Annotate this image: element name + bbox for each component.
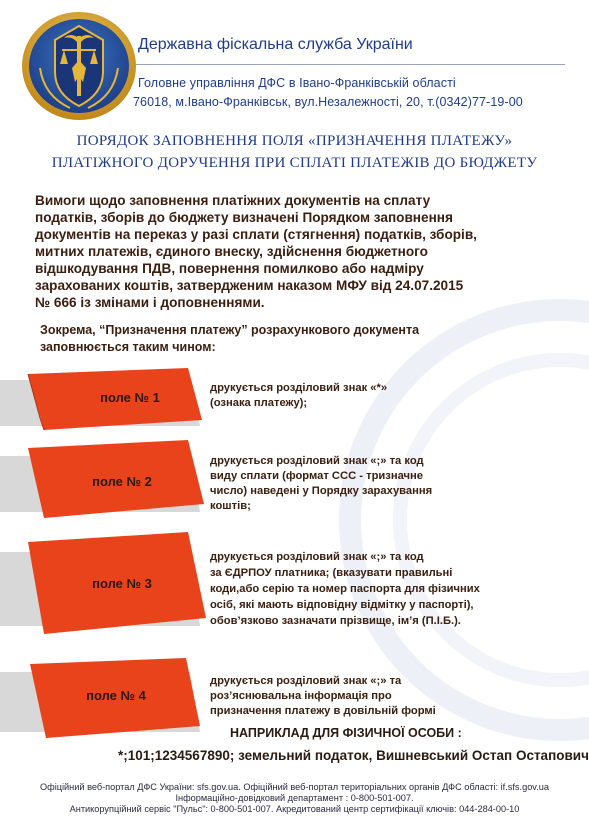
- field-3-line: друкується розділовий знак «;» та код: [210, 551, 424, 563]
- field-4-line: призначення платежу в довільній формі: [210, 705, 436, 717]
- department-name: Головне управління ДФС в Івано-Франківській області: [138, 76, 456, 90]
- field-3-label: поле № 3: [92, 576, 152, 591]
- field-3-description: [210, 549, 570, 629]
- page-title-line-2: ПЛАТІЖНОГО ДОРУЧЕННЯ ПРИ СПЛАТІ ПЛАТЕЖІВ ДО БЮДЖЕТУ: [51, 155, 538, 171]
- field-4-description: [210, 674, 570, 719]
- field-4-line: роз’яснювальна інформація про: [210, 690, 392, 702]
- intro-line: зарахованих коштів, затвердженим наказом МФУ від 24.07.2015: [35, 278, 464, 293]
- field-1-description: [210, 381, 570, 411]
- footer-info-department: Інформаційно-довідковий департамент : 0-800-501-007.: [175, 793, 414, 803]
- header-divider: [135, 64, 565, 65]
- intro-line: Вимоги щодо заповнення платіжних документів на сплату: [35, 193, 431, 208]
- intro-line: митних платежів, єдиного внеску, здійснення бюджетного: [35, 244, 428, 259]
- intro-line: відшкодування ПДВ, повернення помилково або надміру: [35, 261, 424, 276]
- footer: [0, 782, 589, 815]
- department-address: 76018, м.Івано-Франківськ, вул.Незалежності, 20, т.(0342)77-19-00: [133, 95, 523, 109]
- footer-portals: Офіційний веб-портал ДФС України: sfs.gov.ua. Офіційний веб-портал територіальних органів ДФС області: if.sfs.gov.ua: [40, 782, 549, 792]
- field-4-line: друкується розділовий знак «;» та: [210, 675, 402, 687]
- field-2-line: число) наведені у Порядку зарахування: [210, 485, 433, 497]
- example-line: *;101;1234567890; земельний податок, Вишневський Остап Остапович: [118, 748, 589, 763]
- field-4-label: поле № 4: [86, 688, 146, 703]
- dfs-emblem-logo: [20, 10, 138, 122]
- field-1-line: друкується розділовий знак «*»: [210, 382, 388, 394]
- field-3-line: осіб, які мають відповідну відмітку у паспорті),: [210, 599, 474, 611]
- field-2-line: виду сплати (формат ССС - тризначне: [210, 470, 424, 482]
- intro-line: № 666 із змінами і доповненнями.: [35, 295, 265, 310]
- intro-line: податків, зборів до бюджету визначені Порядком заповнення: [35, 210, 453, 225]
- org-name: Державна фіскальна служба України: [138, 36, 413, 53]
- intro-line: документів на переказ у разі сплати (стягнення) податків, зборів,: [35, 227, 477, 242]
- field-3-line: коди,або серію та номер паспорта для фізичних: [210, 583, 480, 595]
- lead-line-1: Зокрема, “Призначення платежу” розрахункового документа: [40, 323, 420, 337]
- field-2-line: друкується розділовий знак «;» та код: [210, 455, 424, 467]
- field-2-line: коштів;: [210, 500, 251, 512]
- page-title-line-1: ПОРЯДОК ЗАПОВНЕННЯ ПОЛЯ «ПРИЗНАЧЕННЯ ПЛАТЕЖУ»: [76, 133, 513, 149]
- example-title: НАПРИКЛАД ДЛЯ ФІЗИЧНОЇ ОСОБИ :: [230, 726, 462, 740]
- intro-paragraph: [35, 192, 570, 311]
- field-1-label: поле № 1: [100, 390, 160, 405]
- field-3-line: за ЄДРПОУ платника; (вказувати правильні: [210, 567, 453, 579]
- lead-text: [40, 322, 570, 356]
- field-2-description: [210, 454, 570, 514]
- field-3-line: обов’язково зазначати прізвище, ім’я (П.І.Б.).: [210, 615, 461, 627]
- footer-anticorruption: Антикорупційний сервіс "Пульс": 0-800-501-007. Акредитований центр сертифікації ключів: 044-284-00-10: [69, 804, 520, 814]
- field-2-label: поле № 2: [92, 474, 152, 489]
- lead-line-2: заповнюється таким чином:: [40, 340, 216, 354]
- field-1-line: (ознака платежу);: [210, 397, 308, 409]
